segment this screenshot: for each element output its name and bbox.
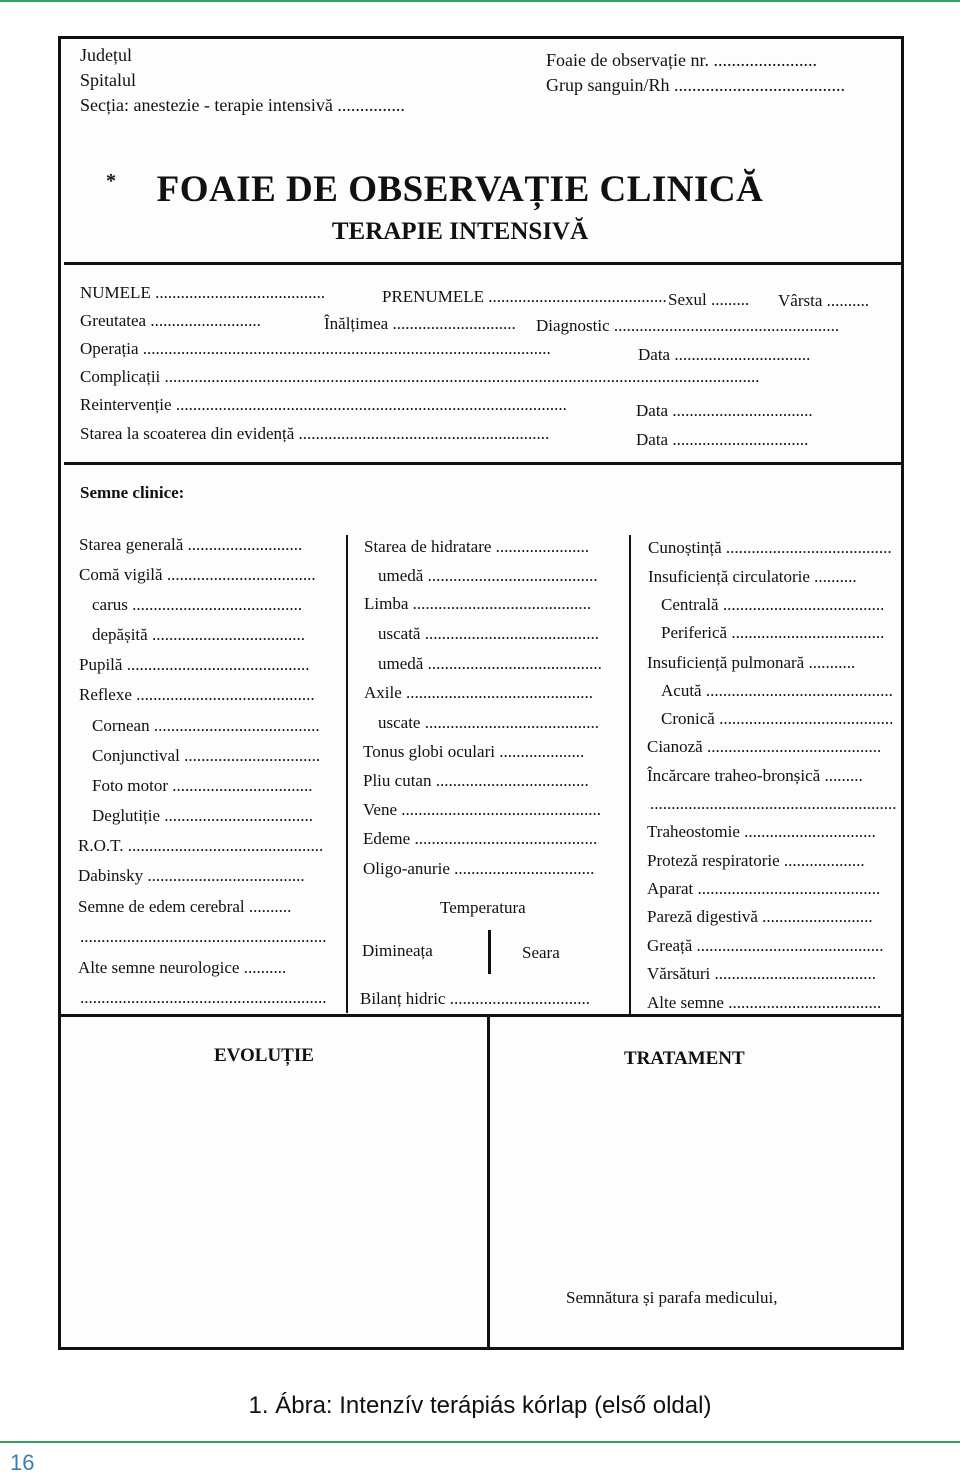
complicatii-field: Complicații ............................................................................................................................................ [80, 367, 760, 386]
inaltimea-field: Înălțimea ............................. [324, 314, 516, 333]
semne-item: Foto motor ................................. [92, 776, 313, 795]
semne-item: umedă ........................................ [378, 566, 598, 585]
semne-item: Cianoză ......................................... [647, 737, 882, 756]
semne-item: Deglutiție ................................... [92, 806, 313, 825]
semne-item: uscate ......................................... [378, 713, 599, 732]
semne-item: Pliu cutan .................................... [363, 771, 589, 790]
col-divider-1 [346, 535, 348, 1013]
semne-item: Insuficiență pulmonară ........... [647, 653, 856, 672]
header-sectia: Secția: anestezie - terapie intensivă ............... [80, 95, 405, 115]
top-rule [0, 0, 960, 2]
semne-item: Starea de hidratare ...................... [364, 537, 590, 556]
operatia-field: Operația ................................................................................................ [80, 339, 551, 358]
semne-item: Tonus globi oculari .................... [363, 742, 585, 761]
bilant-hidric-field: Bilanț hidric ................................. [360, 989, 590, 1008]
figure-caption: 1. Ábra: Intenzív terápiás kórlap (első oldal) [248, 1392, 712, 1419]
col-divider-2 [629, 535, 631, 1015]
varsta-field: Vârsta .......... [778, 291, 870, 310]
semne-item: R.O.T. .............................................. [78, 836, 324, 855]
semne-item: Vene ............................................... [363, 800, 601, 819]
semne-item: Greață ............................................ [647, 936, 884, 955]
semne-item: Insuficiență circulatorie .......... [648, 567, 857, 586]
semne-item: Starea generală ........................... [79, 535, 303, 554]
data-field-3: Data ................................ [636, 430, 809, 449]
starea-scoatere-field: Starea la scoaterea din evidență ........................................................... [80, 424, 550, 443]
data-field-1: Data ................................ [638, 345, 811, 364]
semne-item: Aparat ........................................... [647, 879, 881, 898]
semne-item: Alte semne neurologice .......... [78, 958, 287, 977]
semne-item: Semne de edem cerebral .......... [78, 897, 292, 916]
semne-item: Periferică .................................... [661, 623, 885, 642]
semne-item: Cunoștință ....................................... [648, 538, 892, 557]
semne-item: Încărcare traheo-bronșică ......... [647, 766, 863, 785]
bottom-rule [0, 1441, 960, 1443]
header-spitalul: Spitalul [80, 70, 137, 90]
prenumele-field: PRENUMELE .......................................... [382, 287, 667, 306]
semne-item: Comă vigilă ................................... [79, 565, 316, 584]
temp-divider [488, 930, 491, 974]
header-judetul: Județul [80, 45, 132, 65]
form-title: FOAIE DE OBSERVAȚIE CLINICĂ [156, 169, 764, 210]
semne-item: Dabinsky ..................................... [78, 866, 305, 885]
semne-item: Reflexe .......................................... [79, 685, 315, 704]
semne-item: Edeme ........................................... [363, 829, 598, 848]
semne-item: Traheostomie ............................... [647, 822, 876, 841]
header-foaie-nr: Foaie de observație nr. ....................... [546, 50, 817, 70]
semne-item: Pareză digestivă .......................... [647, 907, 873, 926]
numele-field: NUMELE ........................................ [80, 283, 326, 302]
greutatea-field: Greutatea .......................... [80, 311, 261, 330]
title-divider [64, 262, 904, 265]
seara-label: Seara [522, 943, 560, 962]
form-subtitle: TERAPIE INTENSIVĂ [331, 218, 589, 245]
patient-divider [64, 462, 904, 465]
semne-item: Limba .......................................... [364, 594, 592, 613]
dimineata-label: Dimineața [362, 941, 433, 960]
semne-item: uscată ......................................... [378, 624, 599, 643]
semne-item: Alte semne .................................... [647, 993, 882, 1012]
semne-item: .......................................................... [650, 794, 897, 813]
semne-item: depășită .................................... [92, 625, 305, 644]
reinterventie-field: Reintervenție ............................................................................................ [80, 395, 567, 414]
bottom-col-divider [487, 1016, 490, 1350]
semne-item: Vărsături ...................................... [647, 964, 877, 983]
semne-item: Pupilă ........................................... [79, 655, 310, 674]
data-field-2: Data ................................. [636, 401, 813, 420]
page-number: 16 [10, 1450, 35, 1475]
semne-divider [60, 1014, 902, 1017]
semne-item: Cronică ......................................... [661, 709, 894, 728]
semne-item: .......................................................... [80, 927, 327, 946]
semne-item: Axile ............................................ [364, 683, 594, 702]
semne-item: umedă ......................................... [378, 654, 602, 673]
semne-item: Cornean ....................................... [92, 716, 320, 735]
diagnostic-field: Diagnostic ..................................................... [536, 316, 840, 335]
semne-item: Conjunctival ................................ [92, 746, 321, 765]
semne-item: .......................................................... [80, 988, 327, 1007]
semne-item: Acută ............................................ [661, 681, 893, 700]
semne-item: Oligo-anurie ................................. [363, 859, 595, 878]
evolutie-heading: EVOLUȚIE [214, 1045, 314, 1066]
semne-item: Proteză respiratorie ................... [647, 851, 865, 870]
sexul-field: Sexul ......... [668, 290, 750, 309]
semne-clinice-heading: Semne clinice: [80, 483, 185, 502]
temperatura-label: Temperatura [440, 898, 526, 917]
semnatura-label: Semnătura și parafa medicului, [566, 1288, 778, 1307]
tratament-heading: TRATAMENT [624, 1048, 745, 1069]
title-star: * [106, 170, 116, 192]
semne-item: Centrală ...................................... [661, 595, 885, 614]
header-grup-sanguin: Grup sanguin/Rh ...................................... [546, 75, 845, 95]
semne-item: carus ........................................ [92, 595, 303, 614]
